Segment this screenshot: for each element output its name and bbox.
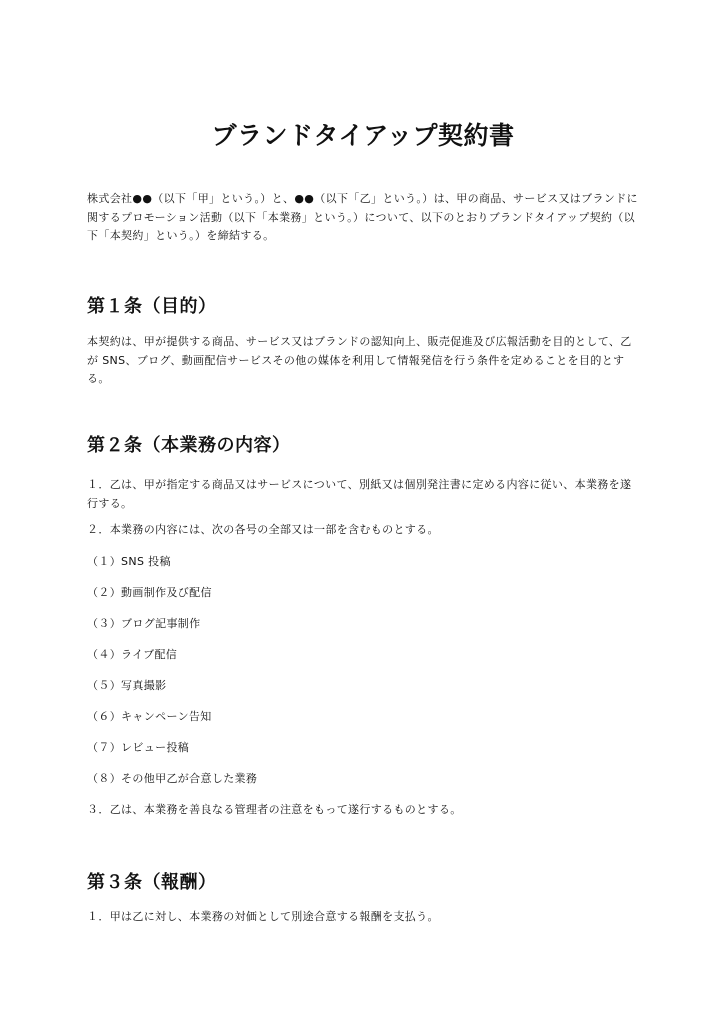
article-3-heading: 第３条（報酬） [87, 872, 217, 893]
article-2-heading: 第２条（本業務の内容） [87, 435, 291, 456]
article-2-clause-1: １．乙は、甲が指定する商品又はサービスについて、別紙又は個別発注書に定める内容に従い、本業務を遂行する。 [87, 478, 632, 510]
article-2-item: （４）ライブ配信 [87, 648, 178, 661]
article-1-body: 本契約は、甲が提供する商品、サービス又はブランドの認知向上、販売促進及び広報活動を目的として、乙が SNS、ブログ、動画配信サービスその他の媒体を利用して情報発信を行う条件を定めることを目的とする。 [87, 335, 632, 385]
article-2-item: （３）ブログ記事制作 [87, 617, 201, 630]
article-2-item: （６）キャンペーン告知 [87, 710, 212, 723]
article-2-item: （８）その他甲乙が合意した業務 [87, 772, 258, 785]
article-2-clause-2: ２．本業務の内容には、次の各号の全部又は一部を含むものとする。 [87, 523, 439, 536]
article-3-clause-1: １．甲は乙に対し、本業務の対価として別途合意する報酬を支払う。 [87, 910, 439, 923]
article-2-item: （１）SNS 投稿 [87, 555, 171, 568]
article-1-heading: 第１条（目的） [87, 296, 217, 317]
article-2-item: （７）レビュー投稿 [87, 741, 190, 754]
article-2-item: （２）動画制作及び配信 [87, 586, 212, 599]
document-title: ブランドタイアップ契約書 [211, 121, 515, 150]
article-2-clause-3: ３．乙は、本業務を善良なる管理者の注意をもって遂行するものとする。 [87, 803, 462, 816]
article-2-item: （５）写真撮影 [87, 679, 167, 692]
preamble-paragraph: 株式会社●●（以下「甲」という。）と、●●（以下「乙」という。）は、甲の商品、サービス又はブランドに関するプロモーション活動（以下「本業務」という。）について、以下のとおりブランドタイアップ契約（以下「本契約」という。）を締結する。 [87, 192, 638, 242]
